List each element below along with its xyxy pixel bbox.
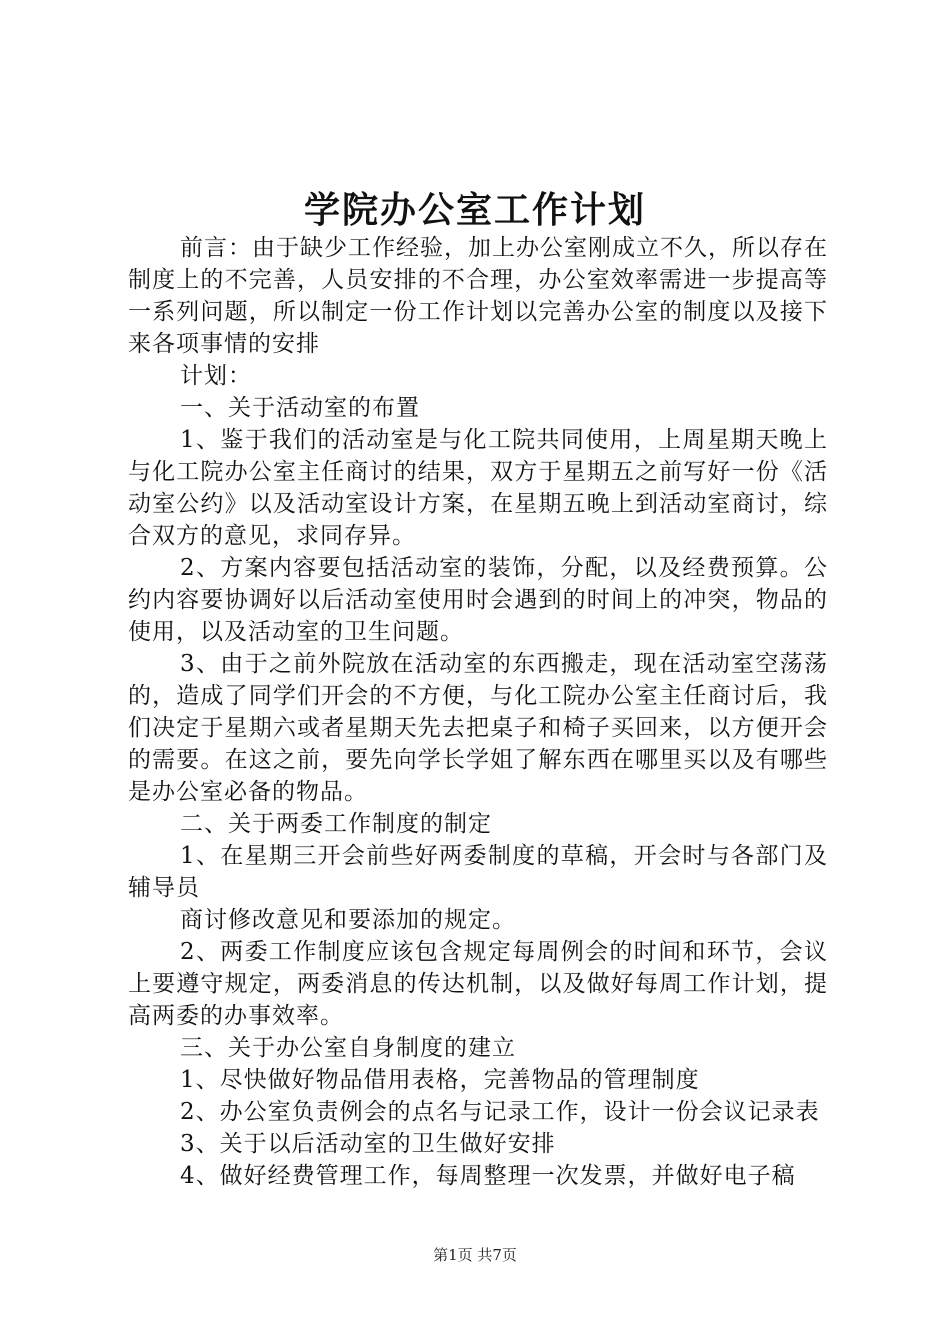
paragraph-item: 2、两委工作制度应该包含规定每周例会的时间和环节，会议上要遵守规定，两委消息的传达机制，以及做好每周工作计划，提高两委的办事效率。 bbox=[128, 939, 828, 1029]
paragraph-preface: 前言：由于缺少工作经验，加上办公室刚成立不久，所以存在制度上的不完善，人员安排的不合理，办公室效率需进一步提高等一系列问题，所以制定一份工作计划以完善办公室的制度以及接下来各项事情的安排 bbox=[128, 235, 828, 357]
paragraph-item: 4、做好经费管理工作，每周整理一次发票，并做好电子稿 bbox=[180, 1163, 796, 1189]
paragraph-item: 1、尽快做好物品借用表格，完善物品的管理制度 bbox=[180, 1067, 700, 1093]
document-body bbox=[128, 232, 828, 1192]
paragraph-item: 3、由于之前外院放在活动室的东西搬走，现在活动室空荡荡的，造成了同学们开会的不方便，与化工院办公室主任商讨后，我们决定于星期六或者星期天先去把桌子和椅子买回来，以方便开会的需要。在这之前，要先向学长学姐了解东西在哪里买以及有哪些是办公室必备的物品。 bbox=[128, 651, 828, 805]
paragraph-item: 1、在星期三开会前些好两委制度的草稿，开会时与各部门及辅导员 bbox=[128, 843, 828, 901]
paragraph-item: 3、关于以后活动室的卫生做好安排 bbox=[180, 1131, 556, 1157]
paragraph-item: 商讨修改意见和要添加的规定。 bbox=[180, 907, 516, 933]
paragraph-item: 2、方案内容要包括活动室的装饰，分配，以及经费预算。公约内容要协调好以后活动室使用时会遇到的时间上的冲突，物品的使用，以及活动室的卫生问题。 bbox=[128, 555, 828, 645]
paragraph-plan-heading: 计划： bbox=[180, 363, 252, 389]
paragraph-item: 1、鉴于我们的活动室是与化工院共同使用，上周星期天晚上与化工院办公室主任商讨的结果，双方于星期五之前写好一份《活动室公约》以及活动室设计方案，在星期五晚上到活动室商讨，综合双方的意见，求同存异。 bbox=[128, 427, 828, 549]
paragraph-item: 2、办公室负责例会的点名与记录工作，设计一份会议记录表 bbox=[180, 1099, 820, 1125]
document-title: 学院办公室工作计划 bbox=[303, 189, 646, 231]
section-heading-office-rules: 三、关于办公室自身制度的建立 bbox=[180, 1035, 516, 1061]
section-heading-committee-rules: 二、关于两委工作制度的制定 bbox=[180, 811, 492, 837]
section-heading-activity-room: 一、关于活动室的布置 bbox=[180, 395, 420, 421]
page-footer: 第1页 共7页 bbox=[433, 1246, 517, 1264]
